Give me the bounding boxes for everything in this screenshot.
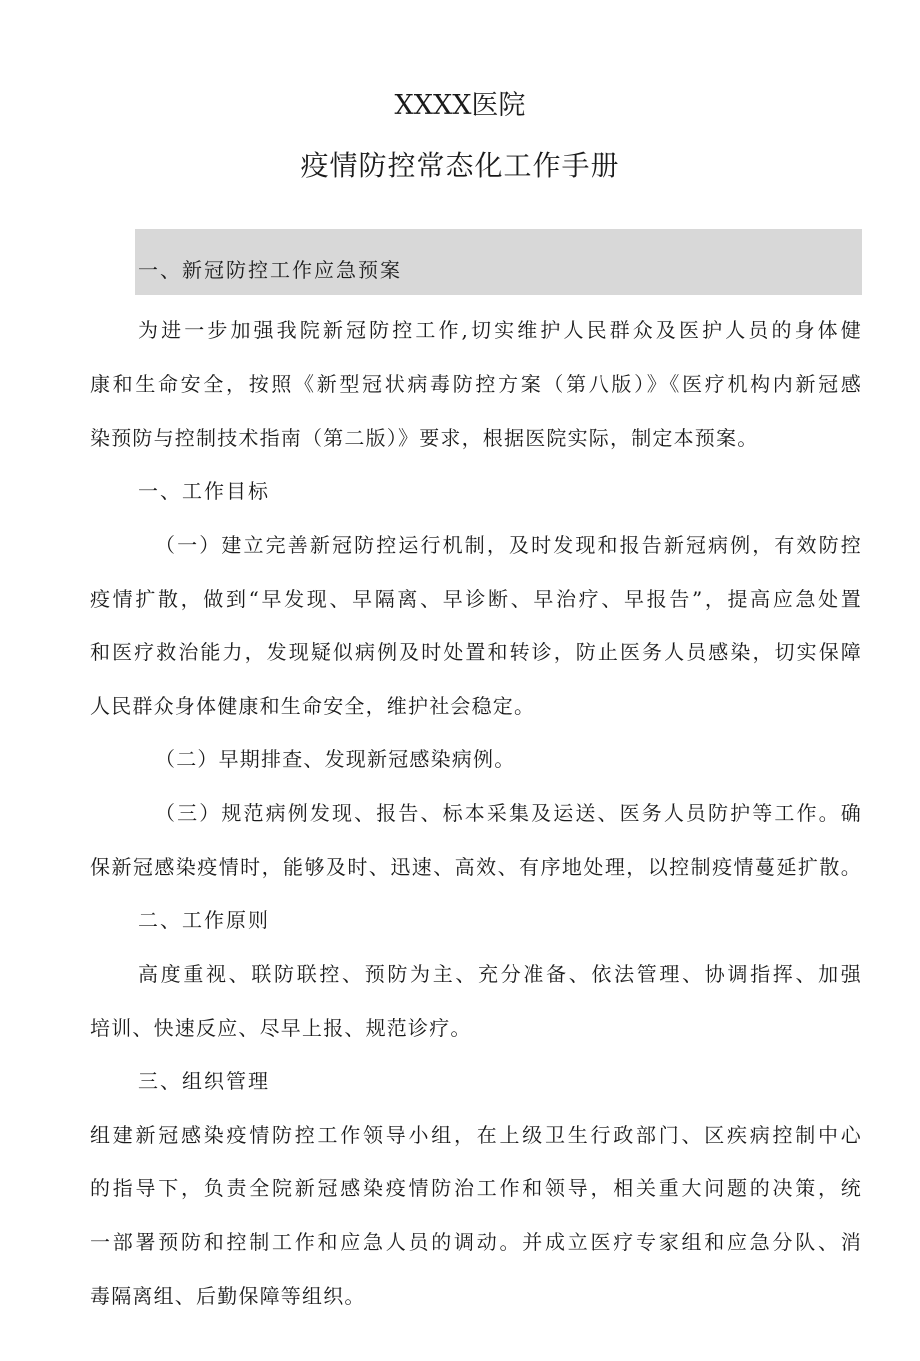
heading-work-goals: 一、工作目标 [138,479,270,503]
goal1-line-1: （一）建立完善新冠防控运行机制，及时发现和报告新冠病例，有效防控 [155,533,862,557]
principles-line-1: 高度重视、联防联控、预防为主、充分准备、依法管理、协调指挥、加强 [138,962,862,986]
intro-line-3: 染预防与控制技术指南（第二版）》要求，根据医院实际，制定本预案。 [90,426,759,450]
intro-line-1: 为进一步加强我院新冠防控工作,切实维护人民群众及医护人员的身体健 [138,318,862,342]
org-line-1: 组建新冠感染疫情防控工作领导小组，在上级卫生行政部门、区疾病控制中心 [90,1123,862,1147]
goal1-line-4: 人民群众身体健康和生命安全，维护社会稳定。 [90,694,536,718]
document-title: XXXX医院 [394,90,526,121]
document-subtitle: 疫情防控常态化工作手册 [300,149,620,182]
heading-work-principles: 二、工作原则 [138,908,270,932]
heading-organization: 三、组织管理 [138,1069,270,1093]
org-line-4: 毒隔离组、后勤保障等组织。 [90,1284,366,1308]
intro-line-2: 康和生命安全，按照《新型冠状病毒防控方案（第八版）》《医疗机构内新冠感 [90,372,862,396]
goal1-line-2: 疫情扩散，做到“早发现、早隔离、早诊断、早治疗、早报告”，提高应急处置 [90,587,862,611]
principles-line-2: 培训、快速反应、尽早上报、规范诊疗。 [90,1016,472,1040]
org-line-3: 一部署预防和控制工作和应急人员的调动。并成立医疗专家组和应急分队、消 [90,1230,862,1254]
goal3-line-1: （三）规范病例发现、报告、标本采集及运送、医务人员防护等工作。确 [155,801,862,825]
org-line-2: 的指导下，负责全院新冠感染疫情防治工作和领导，相关重大问题的决策，统 [90,1176,862,1200]
goal1-line-3: 和医疗救治能力，发现疑似病例及时处置和转诊，防止医务人员感染，切实保障 [90,640,862,664]
goal2-line: （二）早期排查、发现新冠感染病例。 [155,747,516,771]
section-heading: 一、新冠防控工作应急预案 [138,258,402,282]
goal3-line-2: 保新冠感染疫情时，能够及时、迅速、高效、有序地处理，以控制疫情蔓延扩散。 [90,855,862,879]
